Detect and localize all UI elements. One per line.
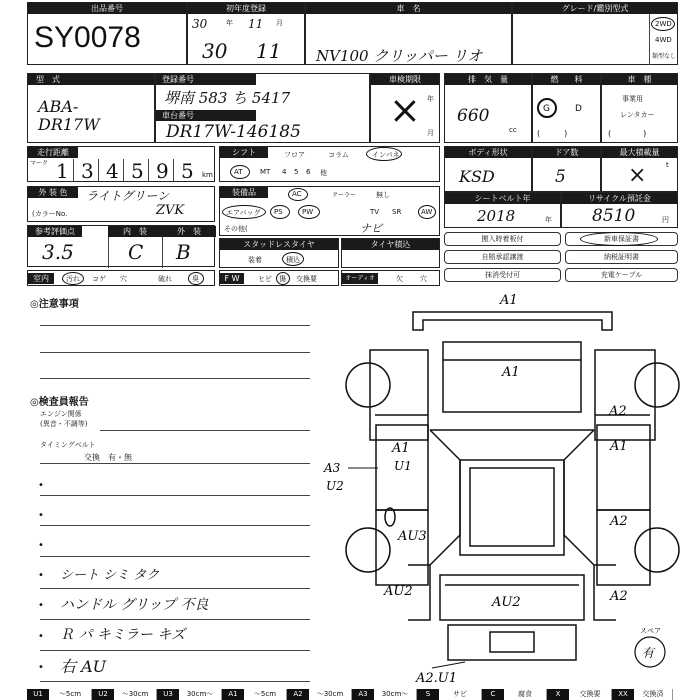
drive-none: 類型なし — [652, 53, 677, 60]
lot-box — [27, 2, 187, 65]
exterior-value: B — [176, 240, 191, 264]
trans-at: AT — [234, 168, 243, 176]
trans-5: 5 — [294, 168, 299, 176]
trans-4: 4 — [282, 168, 287, 176]
mileage-digit: 4 — [106, 159, 119, 183]
inspection-year: 年 — [427, 95, 434, 103]
first-reg-label: 初年度登録 — [188, 3, 304, 14]
capacity-value: × — [628, 163, 647, 188]
interior-row-label: 室内 — [28, 273, 54, 284]
warranty-opt: 搬入時着板付 — [444, 232, 561, 246]
legend-value: 〜5cm — [244, 689, 287, 700]
car-diagram — [320, 290, 690, 688]
first-reg-month-printed: 11 — [248, 17, 264, 31]
legend-value: 〜5cm — [49, 689, 92, 700]
ref-value: 3.5 — [42, 240, 74, 264]
spare-value: 有 — [642, 646, 655, 660]
type-value: ABA-DR17W — [38, 97, 100, 134]
stud-b: 積込 — [286, 256, 300, 264]
equip-box — [219, 186, 440, 236]
equip-none: 無し — [376, 191, 390, 199]
color-code-value: ZVK — [156, 203, 185, 218]
legend-key: A2 — [287, 689, 309, 700]
car-type-b: レンタカー — [620, 111, 655, 119]
damage-mark: A3 — [324, 461, 341, 475]
color-label: 外 装 色 — [28, 187, 78, 198]
interior-item: 汚れ — [66, 275, 80, 283]
equip-cooler: クーラー — [332, 192, 357, 199]
fw-row — [219, 270, 339, 286]
stud-box — [219, 238, 339, 268]
plate-label: 登録番号 — [156, 74, 256, 85]
type-box — [27, 73, 155, 143]
audio-item: 欠 — [396, 275, 403, 283]
stud-label: スタッドレスタイヤ — [220, 239, 338, 250]
first-reg-year: 30 — [202, 39, 228, 63]
legend-key: U1 — [27, 689, 49, 700]
equip-ac: AC — [292, 190, 302, 198]
warranty-opt: 抹消受付可 — [444, 268, 561, 282]
legend-key: S — [417, 689, 439, 700]
color-box — [27, 186, 215, 222]
disp-value: 660 — [457, 106, 490, 126]
displacement-box — [444, 73, 532, 143]
belt-value: 2018 — [477, 207, 516, 225]
legend-key: U2 — [92, 689, 114, 700]
note-item: 右 AU — [60, 657, 107, 676]
damage-mark: A2 — [610, 589, 628, 604]
audio-row — [341, 270, 440, 286]
belt-box — [444, 192, 561, 228]
type-label: 型 式 — [28, 74, 154, 85]
recycle-box — [561, 192, 678, 228]
interior-item: 臭 — [192, 275, 199, 283]
model-label: 車 名 — [306, 3, 511, 14]
mileage-box — [27, 146, 215, 182]
body-box — [444, 146, 532, 192]
fuel-box: 燃 料 G D ( ) — [532, 73, 601, 143]
note-item: ハンドル グリップ 不良 — [60, 597, 209, 613]
damage-mark: A1 — [500, 293, 518, 308]
damage-mark: A2 — [609, 404, 627, 419]
chassis-value: DR17W-146185 — [166, 122, 301, 142]
car-type-a: 事業用 — [622, 95, 643, 103]
recycle-value: 8510 — [592, 206, 636, 226]
legend-key: XX — [612, 689, 634, 700]
model-name: NV100 クリッパー リオ — [316, 47, 483, 65]
equip-airbag: エアバッグ — [226, 209, 261, 217]
mileage-digit: 5 — [181, 159, 194, 183]
fuel-d: D — [575, 104, 582, 114]
legend-key: A3 — [352, 689, 374, 700]
disp-unit: cc — [509, 126, 517, 134]
recycle-label: リサイクル預託金 — [562, 193, 677, 204]
mileage-unit: km — [202, 171, 213, 179]
stock-id: SY0078 — [34, 21, 141, 54]
fw-item: 交換要 — [296, 275, 317, 283]
inspection-label: 車検期限 — [371, 74, 439, 85]
mileage-mark: マーク — [30, 160, 49, 167]
fw-item: ヒビ — [258, 275, 272, 283]
body-value: KSD — [459, 167, 495, 186]
equip-pw: PW — [302, 208, 314, 216]
exterior-label: 外 装 — [162, 226, 216, 237]
legend-value: サビ — [439, 689, 482, 700]
tire-box — [341, 238, 440, 268]
damage-mark: A1 — [502, 365, 520, 380]
equip-other-value: ナビ — [360, 222, 382, 235]
fuel-g: G — [543, 104, 550, 114]
legend-key: C — [482, 689, 504, 700]
interior-value: C — [128, 240, 144, 264]
inspection-mark: × — [389, 88, 421, 132]
color-code-label: (カラーNo. — [32, 210, 68, 218]
shift-inpane: インパネ — [372, 151, 400, 159]
capacity-unit: t — [666, 161, 669, 169]
audio-item: 穴 — [420, 275, 427, 283]
timing-label: タイミングベルト — [40, 441, 96, 449]
belt-label: シートベルト年 — [445, 193, 560, 204]
mileage-digit: 1 — [56, 159, 69, 183]
equip-sr: SR — [392, 208, 402, 216]
warranty-opt: 新車保証書 — [565, 232, 678, 246]
legend-key: A1 — [222, 689, 244, 700]
interior-label: 内 装 — [108, 226, 162, 237]
grade-label: グレード/鑑別型式 — [513, 3, 677, 14]
warranty-opt: 自賠承認譲渡 — [444, 250, 561, 264]
doors-value: 5 — [555, 167, 566, 187]
equip-label: 装備品 — [220, 187, 268, 198]
legend-key: U3 — [157, 689, 179, 700]
damage-mark: A2.U1 — [416, 671, 458, 686]
engine-label: エンジン関係 — [40, 410, 82, 418]
fuel-label: 燃 料 — [533, 74, 600, 85]
trans-6: 6 — [306, 168, 311, 176]
legend-value: 30cm〜 — [374, 689, 417, 700]
first-reg-month: 11 — [256, 39, 282, 63]
legend-value: 交換要 — [569, 689, 612, 700]
recycle-unit: 円 — [662, 216, 669, 224]
shift-label: シフト — [220, 147, 268, 158]
mileage-digit: 5 — [131, 159, 144, 183]
equip-other-label: その他( — [224, 225, 248, 233]
interior-item: 穴 — [120, 275, 127, 283]
drive-2wd: 2WD — [655, 20, 672, 28]
fw-item: 傷 — [279, 275, 286, 283]
notes-title: ◎注意事項 — [30, 299, 79, 310]
capacity-box — [601, 146, 678, 192]
note-item: シート シミ タク — [60, 568, 160, 583]
mileage-digit: 3 — [81, 159, 94, 183]
car-type-box: 車 種 事業用 レンタカー ( ) — [601, 73, 678, 143]
score-box — [27, 225, 215, 267]
equip-tv: TV — [370, 208, 380, 216]
shift-floor: フロア — [284, 151, 305, 159]
shift-box — [219, 146, 440, 182]
audio-label: オーディオ — [342, 273, 378, 284]
mileage-digit: 9 — [156, 159, 169, 183]
equip-ps: PS — [274, 208, 283, 216]
model-box — [305, 2, 512, 65]
doors-box — [532, 146, 601, 192]
shift-column: コラム — [328, 151, 349, 159]
plate-box — [155, 73, 370, 143]
interior-item: コゲ — [92, 275, 106, 283]
damage-mark: A1 — [610, 439, 628, 454]
disp-label: 排 気 量 — [445, 74, 531, 85]
first-reg-year-printed: 30 — [192, 17, 208, 31]
body-label: ボディ形状 — [445, 147, 531, 158]
inspection-month: 月 — [427, 129, 434, 137]
drive-4wd: 4WD — [655, 36, 672, 44]
warranty-opt: 充電ケーブル — [565, 268, 678, 282]
stud-a: 装着 — [248, 256, 262, 264]
spare-label: スペア — [640, 627, 661, 635]
engine-sub: (異音・不調等) — [40, 420, 88, 428]
mileage-digits — [50, 159, 200, 181]
tire-label: タイヤ積込 — [342, 239, 439, 250]
legend-value: 〜30cm — [114, 689, 157, 700]
inspection-box — [370, 73, 440, 143]
legend-key: X — [547, 689, 569, 700]
damage-mark: A1 — [392, 441, 410, 456]
ref-label: 参考評価点 — [28, 226, 82, 237]
color-value: ライトグリーン — [86, 189, 170, 203]
first-reg-box — [187, 2, 305, 65]
damage-mark: U2 — [326, 479, 344, 493]
doors-label: ドア数 — [533, 147, 600, 158]
fw-label: F W — [220, 273, 244, 284]
legend-value: 腐食 — [504, 689, 547, 700]
legend-value: 〜30cm — [309, 689, 352, 700]
damage-mark: AU3 — [398, 529, 427, 544]
chassis-label: 車台番号 — [156, 110, 256, 121]
month-label: 月 — [276, 19, 283, 27]
car-type-label: 車 種 — [602, 74, 677, 85]
inspector-title: ◎検査員報告 — [30, 397, 89, 408]
damage-mark: A2 — [610, 514, 628, 529]
trans-other: 他 — [320, 169, 327, 177]
grade-box — [512, 2, 678, 65]
legend-value: 30cm〜 — [179, 689, 222, 700]
warranty-opt: 納税証明書 — [565, 250, 678, 264]
capacity-label: 最大積載量 — [602, 147, 677, 158]
interior-row — [27, 270, 215, 286]
legend-value: 交換済 — [634, 689, 673, 700]
damage-mark: AU2 — [384, 584, 413, 599]
equip-aw: AW — [421, 208, 433, 216]
damage-mark: AU2 — [492, 595, 521, 610]
belt-unit: 年 — [545, 216, 552, 224]
lot-label: 出品番号 — [28, 3, 186, 14]
damage-mark: U1 — [394, 459, 412, 473]
trans-mt: MT — [260, 168, 271, 176]
timing-opts: 交換 有・無 — [84, 453, 132, 462]
plate-value: 堺南 583 ち 5417 — [164, 89, 291, 107]
year-label: 年 — [226, 19, 233, 27]
mileage-label: 走行距離 — [28, 147, 78, 158]
interior-item: 破れ — [158, 275, 172, 283]
note-item: Ｒ パ キミラー キズ — [60, 627, 186, 643]
